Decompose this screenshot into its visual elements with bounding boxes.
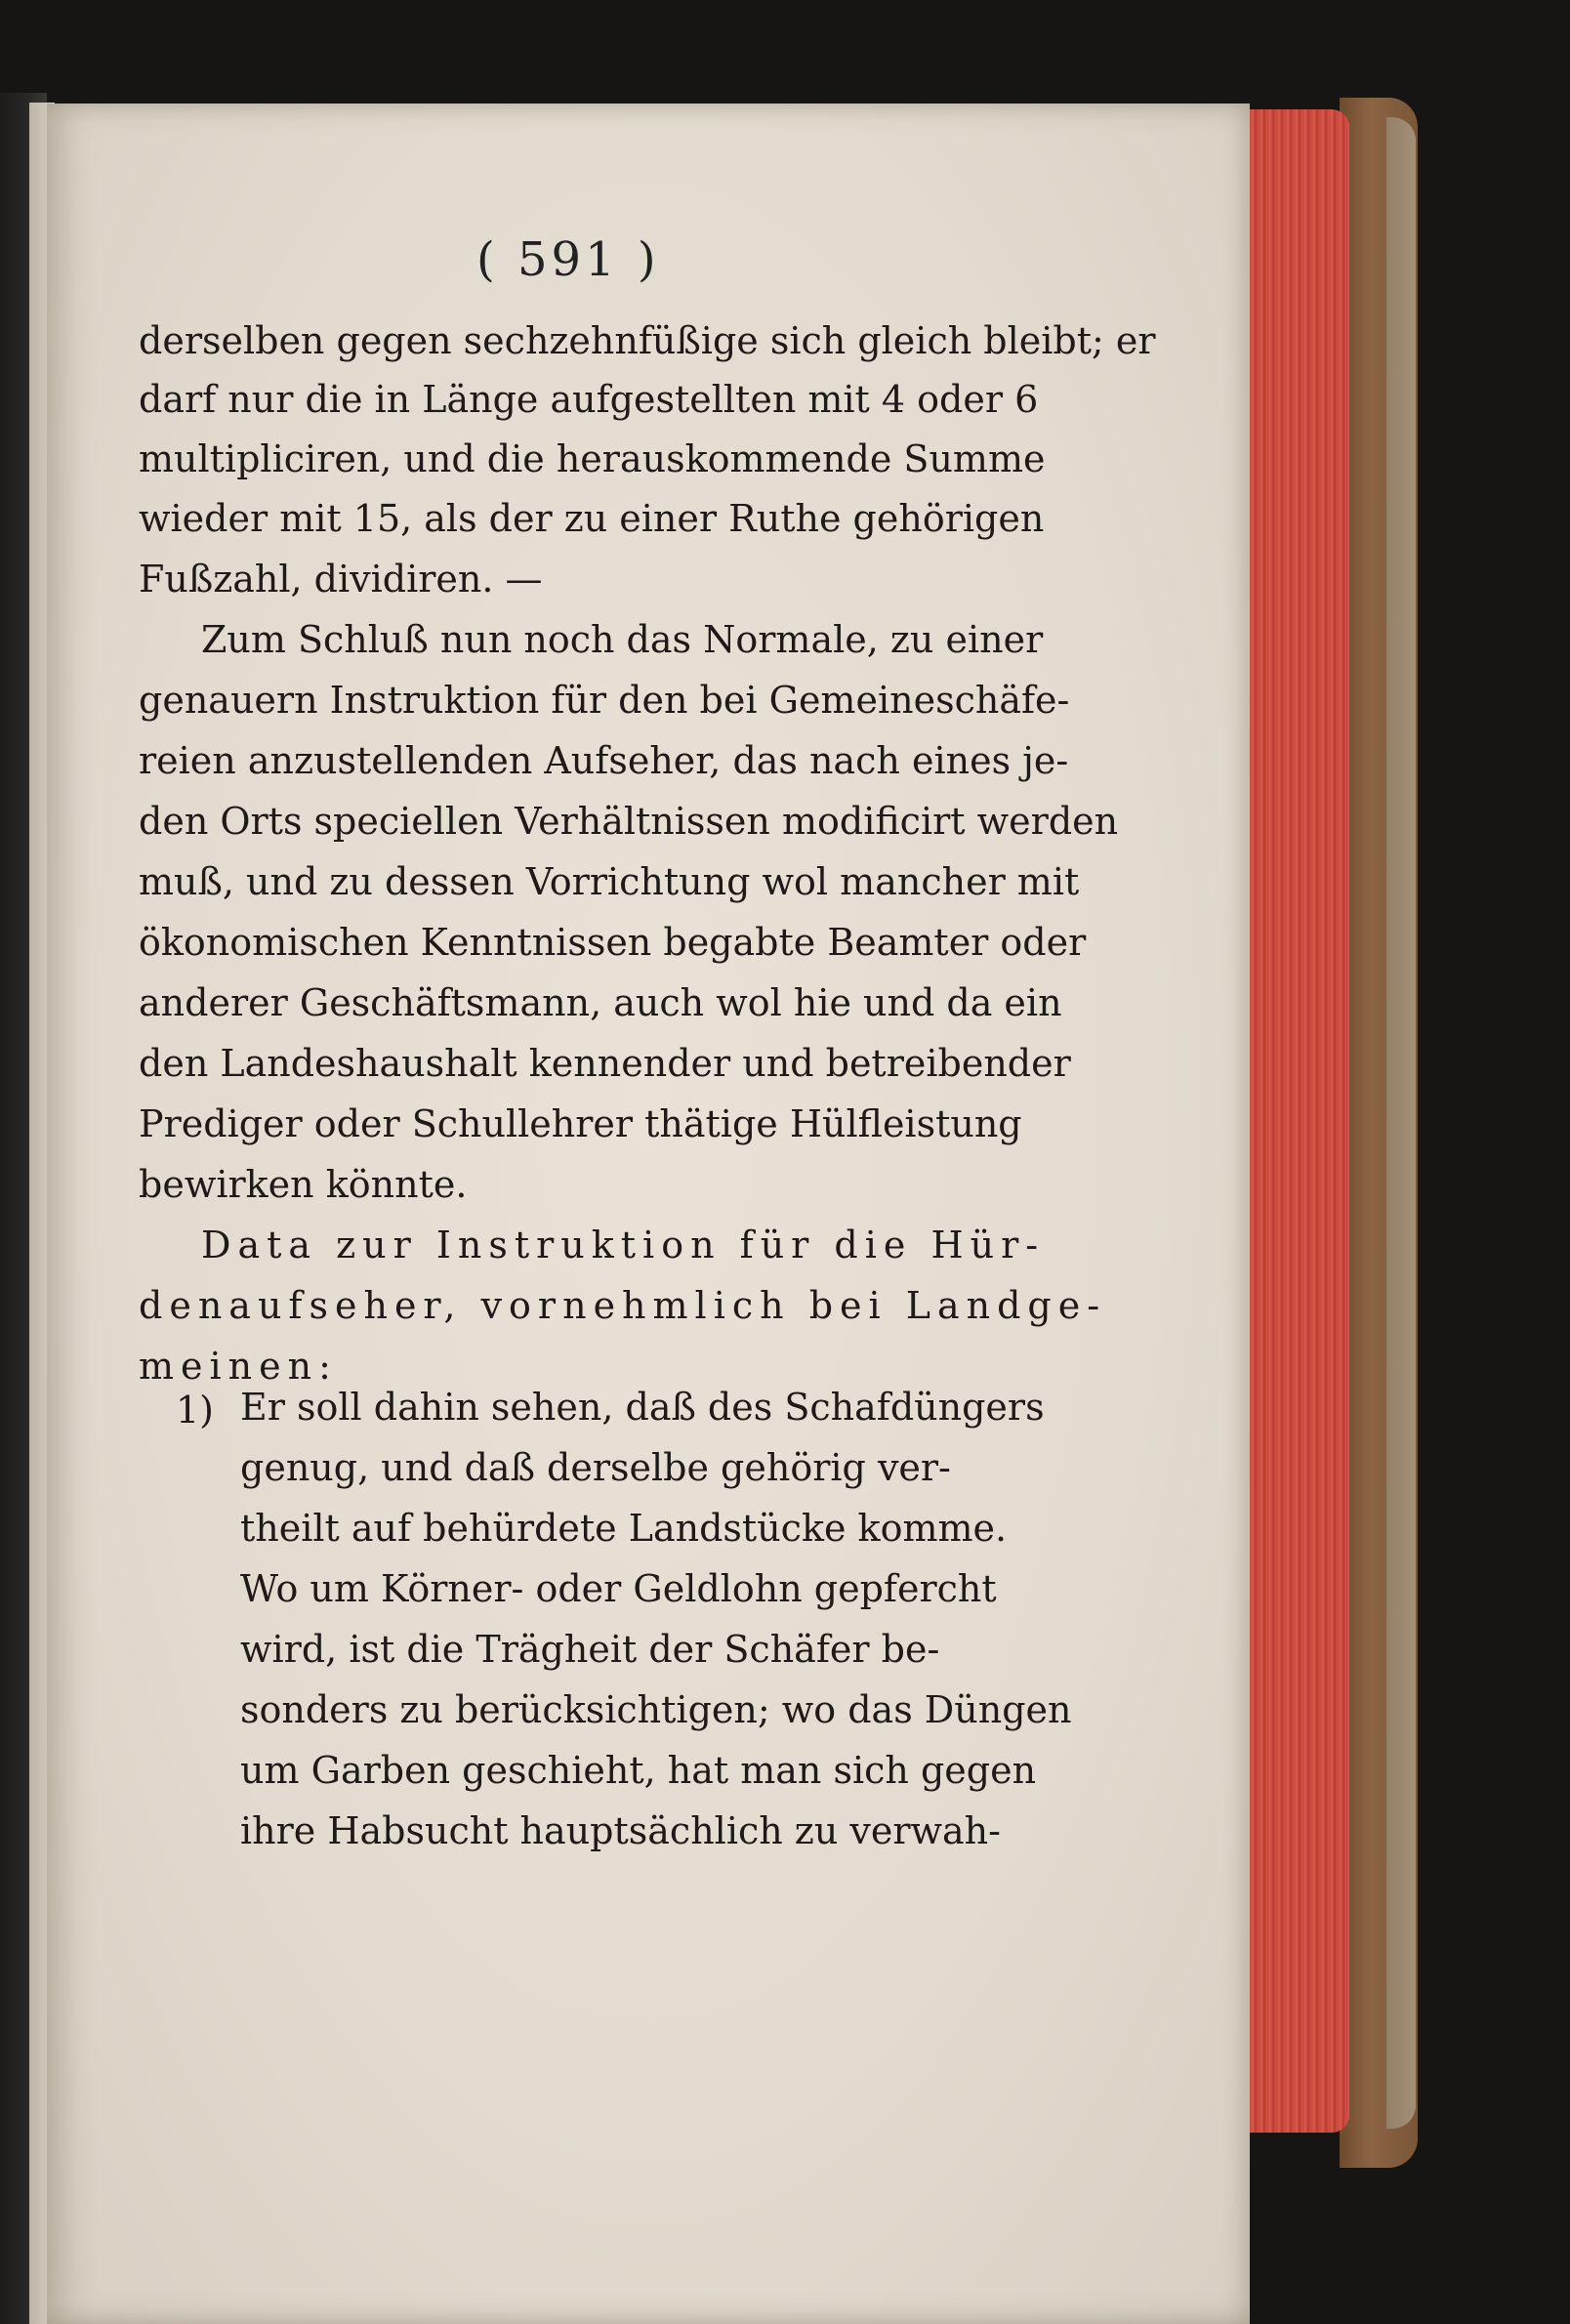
text-line-12: anderer Geschäftsmann, auch wol hie und da ein: [139, 981, 1062, 1024]
text-line-13: den Landeshaushalt kennender und betreibender: [139, 1042, 1071, 1085]
text-line-18: meinen:: [139, 1345, 338, 1388]
right-cover-edge: [1386, 117, 1416, 2129]
text-line-2: darf nur die in Länge aufgestellten mit 4 oder 6: [139, 378, 1039, 421]
red-page-edges: [1232, 109, 1349, 2133]
text-line-23: wird, ist die Trägheit der Schäfer be-: [240, 1628, 940, 1671]
text-line-9: den Orts speciellen Verhältnissen modificirt werden: [139, 800, 1119, 843]
text-line-25: um Garben geschieht, hat man sich gegen: [240, 1749, 1037, 1792]
text-line-5: Fußzahl, dividiren. —: [139, 558, 543, 601]
text-line-7: genauern Instruktion für den bei Gemeineschäfe-: [139, 679, 1070, 722]
text-line-24: sonders zu berücksichtigen; wo das Düngen: [240, 1688, 1072, 1731]
text-line-26: ihre Habsucht hauptsächlich zu verwah-: [240, 1809, 1001, 1852]
text-line-8: reien anzustellenden Aufseher, das nach eines je-: [139, 739, 1069, 782]
text-line-17: denaufseher, vornehmlich bei Landge-: [139, 1284, 1107, 1327]
list-marker: 1): [176, 1389, 215, 1432]
text-line-11: ökonomischen Kenntnissen begabte Beamter oder: [139, 921, 1087, 964]
text-line-14: Prediger oder Schullehrer thätige Hülfleistung: [139, 1102, 1022, 1145]
text-line-3: multipliciren, und die herauskommende Summe: [139, 437, 1046, 480]
text-line-1: derselben gegen sechzehnfüßige sich gleich bleibt; er: [139, 319, 1156, 362]
page-number: ( 591 ): [476, 232, 660, 287]
text-line-16: Data zur Instruktion für die Hür-: [201, 1224, 1046, 1266]
text-line-21: theilt auf behürdete Landstücke komme.: [240, 1507, 1008, 1550]
text-line-20: genug, und daß derselbe gehörig ver-: [240, 1446, 951, 1489]
text-line-22: Wo um Körner- oder Geldlohn gepfercht: [240, 1567, 997, 1610]
text-line-6: Zum Schluß nun noch das Normale, zu einer: [201, 618, 1044, 661]
text-line-10: muß, und zu dessen Vorrichtung wol mancher mit: [139, 860, 1080, 903]
text-line-15: bewirken könnte.: [139, 1163, 468, 1206]
text-line-19: Er soll dahin sehen, daß des Schafdüngers: [240, 1386, 1045, 1429]
text-line-4: wieder mit 15, als der zu einer Ruthe gehörigen: [139, 497, 1045, 540]
